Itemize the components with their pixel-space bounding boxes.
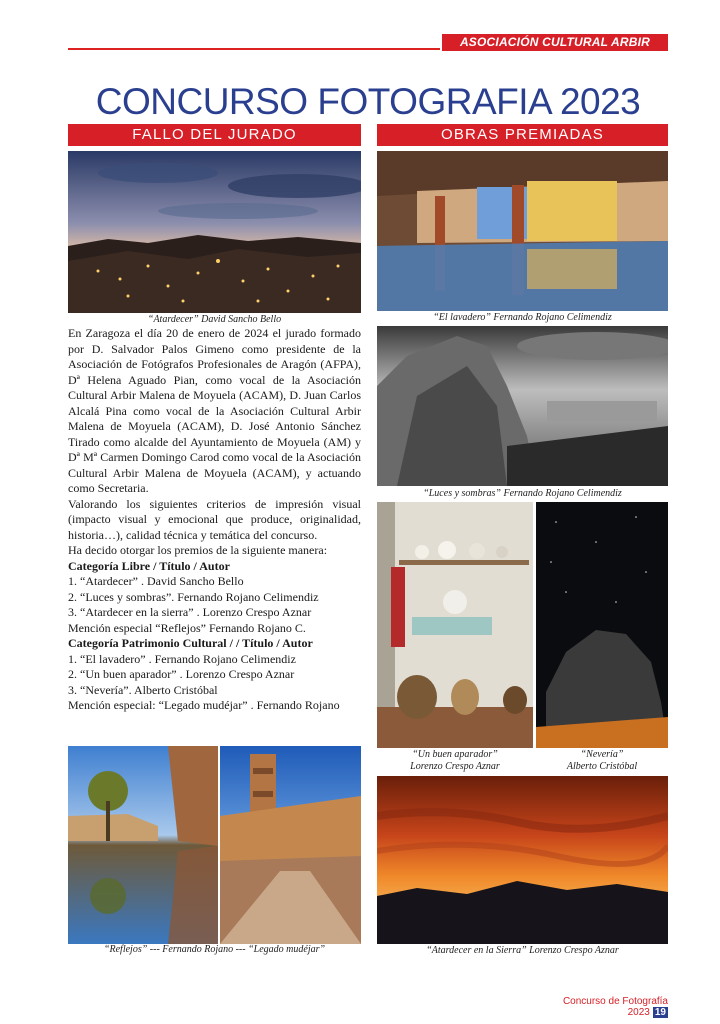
decision-line: Ha decido otorgar los premios de la siguiente manera: [68, 543, 328, 557]
section-bar-obras: OBRAS PREMIADAS [377, 124, 668, 146]
intro-paragraph: En Zaragoza el día 20 de enero de 2024 el jurado formado por D. Salvador Palos Gimeno como presidente de la Asociación de Fotógrafos Profesionales de Aragón (AFPA), Dª Helena Aguado Pian, como vocal de la Asociación Cultural Arbir Malena de Moyuela (ACAM), D. Juan Carlos Alcalá Pina como vocal de la Asociación Cultural Arbir Malena de Moyuela (ACAM), D. José Antonio Sánchez Tirado como alcalde del Ayuntamiento de Moyuela (AM) y Dª Mª Carmen Domingo Carod como vocal de la Asociación Cultural Arbir Malena de Moyuela (ACAM), y actuando como Secretaria. [68, 326, 361, 495]
list-item: 1. “Atardecer” . David Sancho Bello [68, 574, 244, 588]
page-footer [520, 996, 668, 1018]
photo-atardecer-en-la-sierra [377, 776, 668, 944]
caption-luces-y-sombras: “Luces y sombras” Fernando Rojano Celimendiz [423, 488, 622, 499]
list-item: 1. “El lavadero” . Fernando Rojano Celimendiz [68, 651, 296, 666]
photo-reflejos [68, 746, 218, 944]
category-libre-title: Categoría Libre / Título / Autor [68, 558, 230, 573]
photo-neveria [536, 502, 668, 748]
list-item: Mención especial “Reflejos” Fernando Rojano C. [68, 620, 306, 635]
jury-text [68, 326, 361, 714]
photo-el-lavadero [377, 151, 668, 311]
caption-aparador-title: “Un buen aparador” [412, 749, 498, 760]
photo-luces-y-sombras [377, 326, 668, 486]
category-patrimonio-title: Categoría Patrimonio Cultural / / Título / Autor [68, 636, 313, 650]
list-item: 3. “Nevería”. Alberto Cristóbal [68, 682, 218, 697]
caption-el-lavadero: “El lavadero” Fernando Rojano Celimendiz [433, 312, 612, 323]
association-badge: ASOCIACIÓN CULTURAL ARBIR MALENA [442, 34, 668, 51]
caption-atardecer: “Atardecer” David Sancho Bello [147, 314, 282, 325]
list-item: 3. “Atardecer en la sierra” . Lorenzo Crespo Aznar [68, 605, 312, 619]
caption-aparador-author: Lorenzo Crespo Aznar [410, 761, 500, 772]
list-item: 2. “Un buen aparador” . Lorenzo Crespo Aznar [68, 667, 295, 681]
caption-atardecer-sierra: “Atardecer en la Sierra” Lorenzo Crespo Aznar [426, 945, 619, 956]
criteria-paragraph: Valorando los siguientes criterios de impresión visual (impacto visual y emocional que produce, originalidad, historia…), calidad técnica y temática del concurso. [68, 496, 361, 542]
header-rule [68, 48, 440, 50]
caption-neveria-title: “Nevería” [580, 749, 624, 760]
photo-un-buen-aparador [377, 502, 533, 748]
photo-legado-mudejar [220, 746, 361, 944]
page-number: 19 [654, 1007, 666, 1018]
list-item: 2. “Luces y sombras”. Fernando Rojano Celimendiz [68, 589, 319, 604]
list-item: Mención especial: “Legado mudéjar” . Fernando Rojano [68, 698, 340, 712]
footer-label: Concurso de Fotografía 2023 [562, 996, 668, 1018]
caption-neveria-author: Alberto Cristóbal [566, 761, 638, 772]
caption-reflejos-legado: “Reflejos” --- Fernando Rojano --- “Legado mudéjar” [103, 944, 326, 955]
page-title: CONCURSO FOTOGRAFIA 2023 [95, 81, 641, 122]
photo-atardecer [68, 151, 361, 313]
section-bar-fallo: FALLO DEL JURADO [68, 124, 361, 146]
